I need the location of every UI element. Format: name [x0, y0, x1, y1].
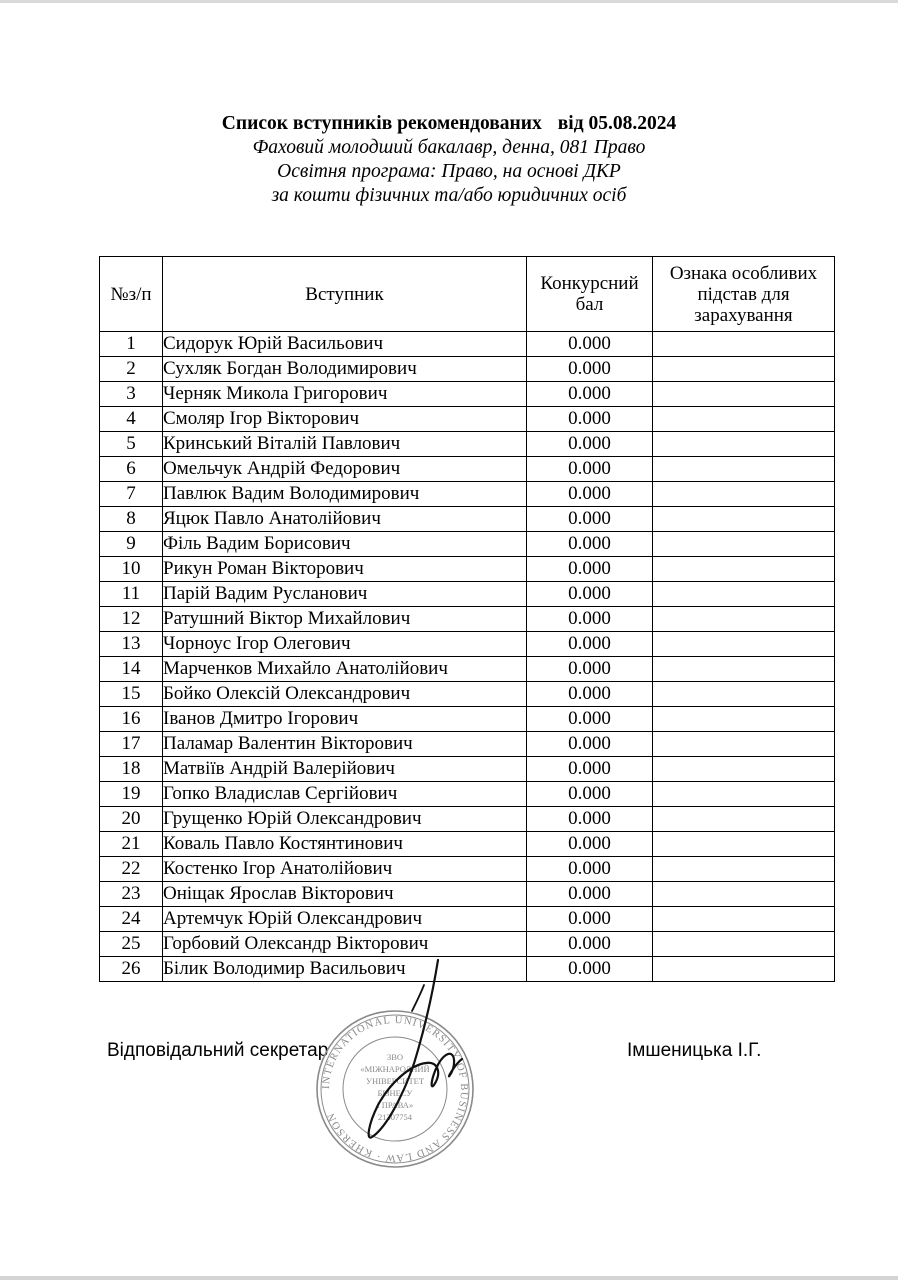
competitive-score: 0.000	[527, 507, 653, 532]
applicant-name: Павлюк Вадим Володимирович	[163, 482, 527, 507]
applicant-name: Рикун Роман Вікторович	[163, 557, 527, 582]
competitive-score: 0.000	[527, 457, 653, 482]
special-grounds	[653, 482, 835, 507]
table-header-row	[100, 257, 835, 332]
applicant-name: Гопко Владислав Сергійович	[163, 782, 527, 807]
applicant-name: Артемчук Юрій Олександрович	[163, 907, 527, 932]
applicant-name: Сидорук Юрій Васильович	[163, 332, 527, 357]
applicant-name: Ратушний Віктор Михайлович	[163, 607, 527, 632]
competitive-score: 0.000	[527, 682, 653, 707]
row-number: 2	[100, 357, 163, 382]
competitive-score: 0.000	[527, 607, 653, 632]
stamp-line-2: «МІЖНАРОДНИЙ	[360, 1064, 430, 1074]
special-grounds	[653, 357, 835, 382]
applicant-name: Горбовий Олександр Вікторович	[163, 932, 527, 957]
stamp-outer-text: INTERNATIONAL UNIVERSITY OF BUSINESS AND LAW · KHERSON	[320, 1014, 470, 1164]
table-row	[100, 807, 835, 832]
competitive-score: 0.000	[527, 807, 653, 832]
competitive-score: 0.000	[527, 357, 653, 382]
special-grounds	[653, 757, 835, 782]
row-number: 21	[100, 832, 163, 857]
stamp-line-5: І ПРАВА»	[376, 1100, 414, 1110]
applicant-name: Чорноус Ігор Олегович	[163, 632, 527, 657]
competitive-score: 0.000	[527, 332, 653, 357]
special-grounds	[653, 457, 835, 482]
competitive-score: 0.000	[527, 532, 653, 557]
table-row	[100, 457, 835, 482]
row-number: 15	[100, 682, 163, 707]
row-number: 17	[100, 732, 163, 757]
special-grounds	[653, 657, 835, 682]
row-number: 6	[100, 457, 163, 482]
competitive-score: 0.000	[527, 957, 653, 982]
table-row	[100, 882, 835, 907]
table-row	[100, 757, 835, 782]
row-number: 7	[100, 482, 163, 507]
table-row	[100, 657, 835, 682]
subtitle-funding-source: за кошти фізичних та/або юридичних осіб	[271, 185, 627, 206]
responsible-secretary-label: Відповідальний секретар	[107, 1040, 329, 1061]
applicant-name: Марченков Михайло Анатолійович	[163, 657, 527, 682]
table-row	[100, 782, 835, 807]
competitive-score: 0.000	[527, 857, 653, 882]
stamp-line-1: ЗВО	[386, 1052, 404, 1062]
row-number: 13	[100, 632, 163, 657]
stamp-line-4: БІЗНЕСУ	[377, 1088, 413, 1098]
header-number: №з/п	[100, 257, 163, 332]
competitive-score: 0.000	[527, 907, 653, 932]
applicant-name: Кринський Віталій Павлович	[163, 432, 527, 457]
table-row	[100, 632, 835, 657]
row-number: 19	[100, 782, 163, 807]
special-grounds	[653, 407, 835, 432]
competitive-score: 0.000	[527, 882, 653, 907]
header-special-grounds: Ознака особливих підстав для зарахування	[653, 257, 835, 332]
table-row	[100, 482, 835, 507]
competitive-score: 0.000	[527, 782, 653, 807]
row-number: 18	[100, 757, 163, 782]
row-number: 11	[100, 582, 163, 607]
row-number: 12	[100, 607, 163, 632]
applicant-name: Грущенко Юрій Олександрович	[163, 807, 527, 832]
row-number: 22	[100, 857, 163, 882]
table-row	[100, 857, 835, 882]
table-row	[100, 607, 835, 632]
special-grounds	[653, 507, 835, 532]
special-grounds	[653, 582, 835, 607]
table-row	[100, 432, 835, 457]
applicant-name: Бойко Олексій Олександрович	[163, 682, 527, 707]
row-number: 4	[100, 407, 163, 432]
table-row	[100, 507, 835, 532]
handwritten-signature	[330, 955, 490, 1155]
table-row	[100, 732, 835, 757]
title-text: Список вступників рекомендованих	[221, 113, 542, 134]
special-grounds	[653, 907, 835, 932]
special-grounds	[653, 382, 835, 407]
competitive-score: 0.000	[527, 632, 653, 657]
table-row	[100, 582, 835, 607]
table-row	[100, 532, 835, 557]
special-grounds	[653, 782, 835, 807]
row-number: 1	[100, 332, 163, 357]
header-applicant: Вступник	[163, 257, 527, 332]
applicant-name: Філь Вадим Борисович	[163, 532, 527, 557]
row-number: 24	[100, 907, 163, 932]
special-grounds	[653, 832, 835, 857]
special-grounds	[653, 557, 835, 582]
applicant-name: Коваль Павло Костянтинович	[163, 832, 527, 857]
scan-edge-top	[0, 0, 898, 3]
table-body	[100, 332, 835, 982]
competitive-score: 0.000	[527, 557, 653, 582]
competitive-score: 0.000	[527, 482, 653, 507]
special-grounds	[653, 707, 835, 732]
title-date: від 05.08.2024	[557, 113, 677, 134]
row-number: 10	[100, 557, 163, 582]
special-grounds	[653, 682, 835, 707]
row-number: 14	[100, 657, 163, 682]
special-grounds	[653, 957, 835, 982]
applicant-name: Білик Володимир Васильович	[163, 957, 527, 982]
special-grounds	[653, 432, 835, 457]
scan-edge-bottom	[0, 1276, 898, 1280]
row-number: 5	[100, 432, 163, 457]
secretary-name: Імшеницька І.Г.	[627, 1040, 762, 1061]
applicant-name: Сухляк Богдан Володимирович	[163, 357, 527, 382]
applicant-name: Яцюк Павло Анатолійович	[163, 507, 527, 532]
special-grounds	[653, 857, 835, 882]
applicant-name: Оніщак Ярослав Вікторович	[163, 882, 527, 907]
table-row	[100, 557, 835, 582]
applicants-table	[99, 256, 835, 982]
applicant-name: Парій Вадим Русланович	[163, 582, 527, 607]
special-grounds	[653, 807, 835, 832]
special-grounds	[653, 332, 835, 357]
table-row	[100, 832, 835, 857]
competitive-score: 0.000	[527, 832, 653, 857]
competitive-score: 0.000	[527, 707, 653, 732]
row-number: 16	[100, 707, 163, 732]
row-number: 3	[100, 382, 163, 407]
table-row	[100, 707, 835, 732]
row-number: 20	[100, 807, 163, 832]
special-grounds	[653, 632, 835, 657]
competitive-score: 0.000	[527, 932, 653, 957]
document-title	[0, 112, 898, 135]
applicant-name: Костенко Ігор Анатолійович	[163, 857, 527, 882]
subtitle-program-level: Фаховий молодший бакалавр, денна, 081 Право	[252, 137, 646, 158]
table-row	[100, 682, 835, 707]
table-row	[100, 382, 835, 407]
applicant-name: Іванов Дмитро Ігорович	[163, 707, 527, 732]
special-grounds	[653, 532, 835, 557]
competitive-score: 0.000	[527, 382, 653, 407]
special-grounds	[653, 932, 835, 957]
row-number: 26	[100, 957, 163, 982]
subtitle-education-program: Освітня програма: Право, на основі ДКР	[277, 161, 621, 182]
row-number: 8	[100, 507, 163, 532]
competitive-score: 0.000	[527, 757, 653, 782]
applicant-name: Омельчук Андрій Федорович	[163, 457, 527, 482]
row-number: 25	[100, 932, 163, 957]
competitive-score: 0.000	[527, 582, 653, 607]
competitive-score: 0.000	[527, 432, 653, 457]
applicant-name: Матвіїв Андрій Валерійович	[163, 757, 527, 782]
special-grounds	[653, 607, 835, 632]
table-row	[100, 332, 835, 357]
applicant-name: Смоляр Ігор Вікторович	[163, 407, 527, 432]
header-score: Конкурсний бал	[527, 257, 653, 332]
row-number: 9	[100, 532, 163, 557]
stamp-line-6: 21307754	[378, 1112, 412, 1122]
table-row	[100, 357, 835, 382]
competitive-score: 0.000	[527, 732, 653, 757]
applicant-name: Черняк Микола Григорович	[163, 382, 527, 407]
competitive-score: 0.000	[527, 407, 653, 432]
competitive-score: 0.000	[527, 657, 653, 682]
special-grounds	[653, 732, 835, 757]
table-row	[100, 932, 835, 957]
stamp-line-3: УНІВЕРСИТЕТ	[365, 1076, 425, 1086]
table-row	[100, 407, 835, 432]
row-number: 23	[100, 882, 163, 907]
applicant-name: Паламар Валентин Вікторович	[163, 732, 527, 757]
table-row	[100, 907, 835, 932]
special-grounds	[653, 882, 835, 907]
